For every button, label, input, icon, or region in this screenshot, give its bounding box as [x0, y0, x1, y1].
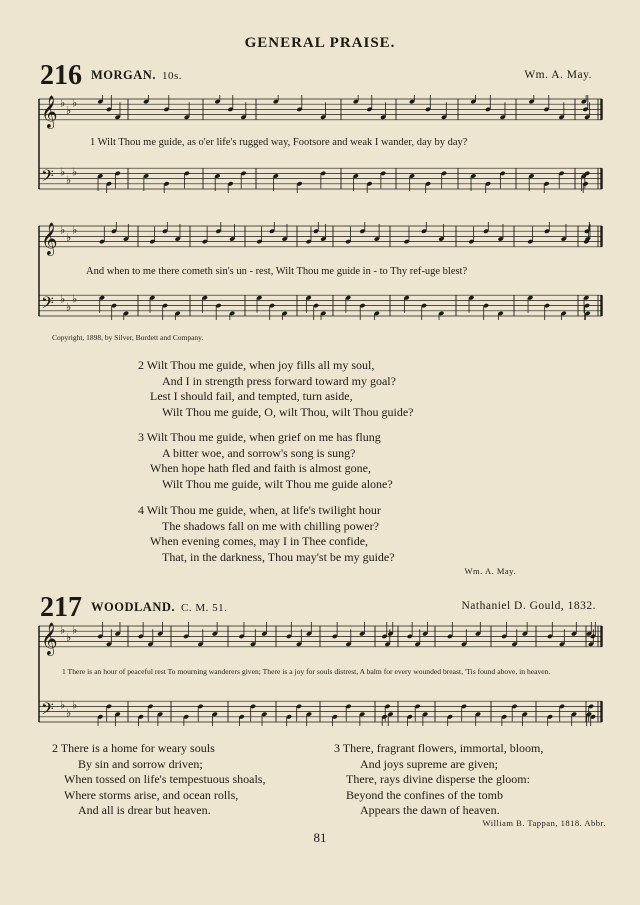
verse-line: Lest I should fail, and tempted, turn aside, [150, 389, 353, 403]
bass-clef-icon: 𝄢 [41, 292, 54, 317]
section-title: GENERAL PRAISE. [244, 35, 396, 51]
flat-icon: ♭ [60, 292, 66, 306]
flat-icon: ♭ [60, 96, 66, 110]
bass-clef-icon: 𝄢 [41, 165, 54, 190]
treble-clef-icon: 𝄞 [41, 95, 58, 128]
bass-clef-icon: 𝄢 [41, 698, 54, 723]
verse-line: The shadows fall on me with chilling power? [162, 518, 379, 533]
tune-name-woodland [91, 600, 227, 615]
flat-icon: ♭ [72, 698, 78, 712]
treble-clef-icon: 𝄞 [41, 222, 58, 255]
lyric-217-1: 1 There is an hour of peaceful rest To mourning wanderers given; There is a joy for souls distrest, A balm for every wounded breast, 'Tis found above, in heaven. [62, 667, 551, 676]
meter: C. M. 51. [181, 602, 228, 614]
stanza-216-2 [138, 358, 414, 420]
verse-line: 3 There, fragrant flowers, immortal, bloom, [334, 741, 544, 755]
flat-icon: ♭ [60, 165, 66, 179]
verse-line: Beyond the confines of the tomb [346, 787, 503, 802]
verse-line: 2 Wilt Thou me guide, when joy fills all my soul, [138, 358, 375, 372]
tune-name-morgan [91, 68, 182, 83]
verse-line: When tossed on life's tempestuous shoals, [64, 772, 266, 786]
copyright-notice: Copyright, 1898, by Silver, Burdett and Company. [52, 333, 204, 342]
flat-icon: ♭ [72, 223, 78, 237]
flat-icon: ♭ [66, 300, 72, 314]
verse-line: And joys supreme are given; [360, 756, 498, 771]
verse-line: When hope hath fled and faith is almost gone, [150, 461, 371, 475]
flat-icon: ♭ [66, 104, 72, 118]
flat-icon: ♭ [72, 165, 78, 179]
stanza-216-3 [138, 430, 393, 492]
flat-icon: ♭ [66, 706, 72, 720]
verse-line: Where storms arise, and ocean rolls, [64, 787, 239, 802]
meter: 10s. [161, 70, 182, 82]
verse-line: Wilt Thou me guide, wilt Thou me guide alone? [162, 476, 393, 491]
verse-line: 2 There is a home for weary souls [52, 741, 215, 755]
verse-line: Appears the dawn of heaven. [360, 803, 500, 817]
flat-icon: ♭ [66, 231, 72, 245]
author-217: William B. Tappan, 1818. Abbr. [482, 818, 606, 828]
composer-217: Nathaniel D. Gould, 1832. [461, 600, 596, 612]
flat-icon: ♭ [60, 698, 66, 712]
flat-icon: ♭ [66, 631, 72, 645]
stanza-216-4 [138, 503, 395, 565]
verse-line: By sin and sorrow driven; [78, 756, 203, 771]
hymn-number-216: 216 [40, 60, 82, 91]
verse-line: 4 Wilt Thou me guide, when, at life's twilight hour [138, 503, 381, 517]
verse-line: And all is drear but heaven. [78, 803, 211, 817]
verse-line: That, in the darkness, Thou may'st be my guide? [162, 549, 395, 564]
verse-line: When evening comes, may I in Thee confide, [150, 534, 369, 548]
flat-icon: ♭ [66, 173, 72, 187]
tune-name: WOODLAND. [91, 600, 176, 614]
verse-line: And I in strength press forward toward my goal? [162, 373, 396, 388]
stanza-217-2 [52, 741, 265, 819]
composer-216: Wm. A. May. [524, 69, 592, 81]
stanza-217-3 [334, 741, 543, 819]
flat-icon: ♭ [60, 623, 66, 637]
verse-line: 3 Wilt Thou me guide, when grief on me has flung [138, 430, 381, 444]
author-216: Wm. A. May. [464, 566, 516, 576]
flat-icon: ♭ [60, 223, 66, 237]
flat-icon: ♭ [72, 96, 78, 110]
page-number: 81 [313, 830, 327, 845]
lyric-216-2: And when to me there cometh sin's un - rest, Wilt Thou me guide in - to Thy ref-uge blest? [86, 266, 468, 277]
treble-clef-icon: 𝄞 [41, 622, 58, 655]
hymn-number-217: 217 [40, 592, 82, 623]
tune-name: MORGAN. [91, 68, 156, 82]
verse-line: A bitter woe, and sorrow's song is sung? [162, 445, 356, 460]
verse-line: Wilt Thou me guide, O, wilt Thou, wilt Thou guide? [162, 404, 414, 419]
lyric-216-1: 1 Wilt Thou me guide, as o'er life's rugged way, Footsore and weak I wander, day by day? [90, 137, 468, 148]
flat-icon: ♭ [72, 292, 78, 306]
verse-line: There, rays divine disperse the gloom: [346, 772, 530, 786]
flat-icon: ♭ [72, 623, 78, 637]
